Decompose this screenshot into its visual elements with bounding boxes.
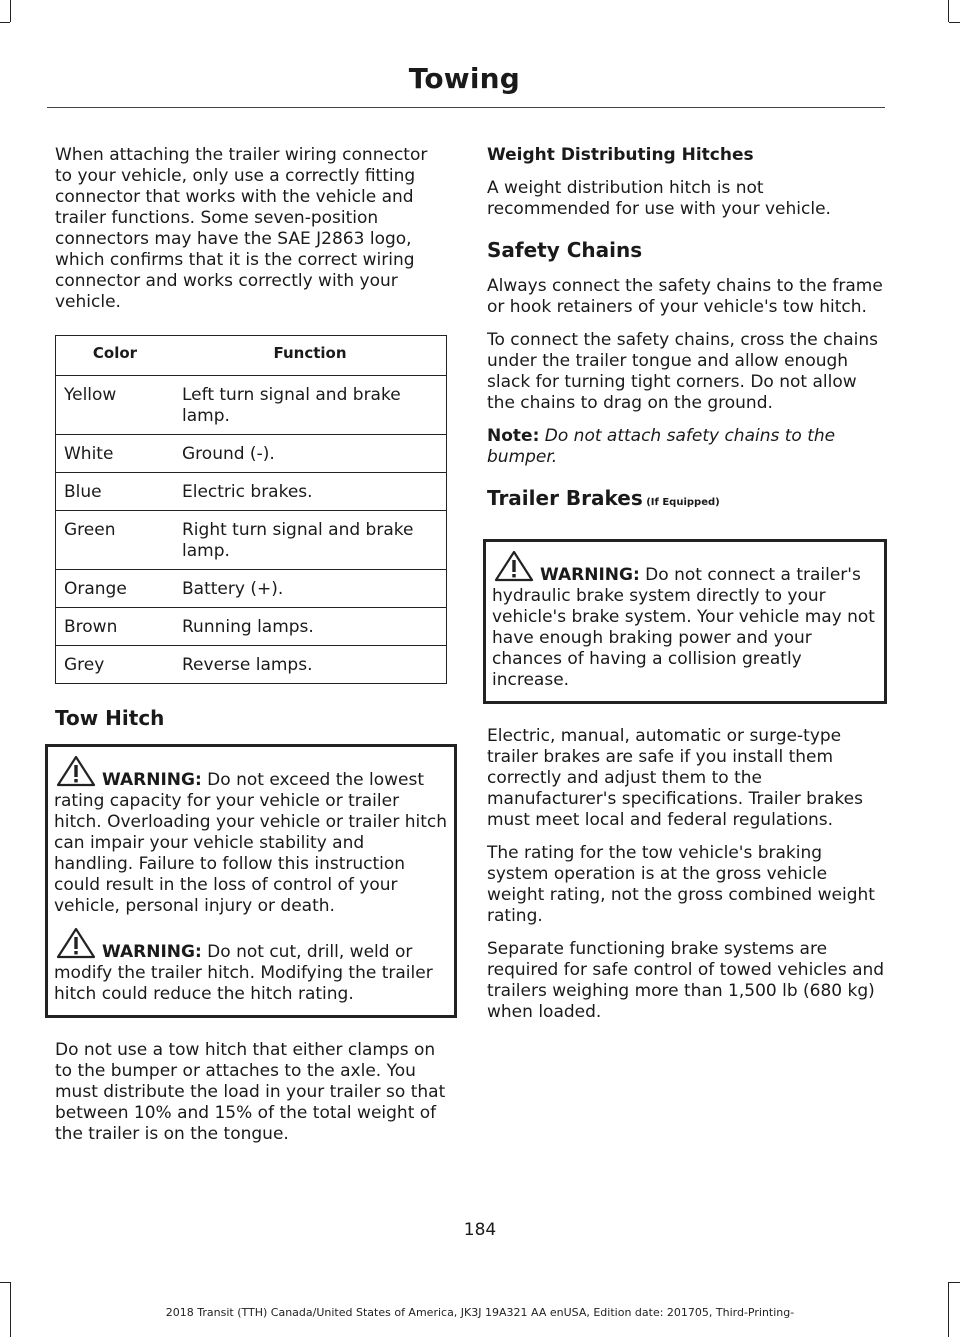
trailer-brakes-paragraph-2: The rating for the tow vehicle's braking system operation is at the gross vehicle weight rating, not the gross combined weight rating.: [487, 843, 875, 926]
table-header-color: Color: [56, 336, 175, 376]
weight-distributing-paragraph: A weight distribution hitch is not recommended for use with your vehicle.: [487, 178, 831, 219]
note-label: Note:: [487, 426, 540, 446]
table-row: [56, 435, 447, 473]
table-row: [56, 570, 447, 608]
warning-text: Do not connect a trailer's hydraulic brake system directly to your vehicle's brake system. Your vehicle may not have enough braking power and your chances of having a collision greatly increase.: [492, 565, 875, 690]
table-cell-color: Blue: [56, 473, 175, 511]
trailer-brakes-qualifier: (If Equipped): [642, 497, 720, 508]
safety-chains-paragraph-1: Always connect the safety chains to the frame or hook retainers of your vehicle's tow hitch.: [487, 276, 883, 317]
warning-item: [54, 927, 448, 1005]
table-row: [56, 376, 447, 435]
left-column: [55, 145, 447, 1157]
safety-chains-heading: Safety Chains: [487, 238, 643, 262]
table-cell-function: Electric brakes.: [174, 473, 447, 511]
trailer-brakes-paragraph-3: Separate functioning brake systems are required for safe control of towed vehicles and trailers weighing more than 1,500 lb (680 kg) when loaded.: [487, 939, 885, 1022]
table-cell-function: Right turn signal and brake lamp.: [174, 511, 447, 570]
document-footer: 2018 Transit (TTH) Canada/United States of America, JK3J 19A321 AA enUSA, Edition date: 201705, Third-Printing-: [165, 1306, 795, 1319]
warning-triangle-icon: [56, 927, 96, 959]
table-cell-function: Battery (+).: [174, 570, 447, 608]
table-cell-color: Brown: [56, 608, 175, 646]
trailer-brakes-title: Trailer Brakes: [487, 486, 643, 510]
page-number: 184: [463, 1220, 497, 1240]
trailer-brakes-heading: [487, 486, 887, 515]
warning-label: WARNING:: [102, 770, 202, 790]
warning-label: WARNING:: [540, 565, 640, 585]
warning-triangle-icon: [56, 755, 96, 787]
crop-mark: [948, 0, 949, 22]
table-row: [56, 608, 447, 646]
table-cell-function: Reverse lamps.: [174, 646, 447, 684]
warning-item: [492, 550, 878, 691]
tow-hitch-heading: Tow Hitch: [55, 706, 165, 730]
table-header-function: Function: [174, 336, 447, 376]
right-column: [487, 145, 887, 1035]
warning-label: WARNING:: [102, 942, 202, 962]
table-cell-function: Ground (-).: [174, 435, 447, 473]
note-text: Do not attach safety chains to the bumper.: [487, 426, 836, 467]
table-row: [56, 646, 447, 684]
table-row: [56, 511, 447, 570]
safety-chains-paragraph-2: To connect the safety chains, cross the chains under the trailer tongue and allow enough slack for turning tight corners. Do not allow the chains to drag on the ground.: [487, 330, 878, 413]
table-cell-color: White: [56, 435, 175, 473]
wiring-intro-paragraph: When attaching the trailer wiring connector to your vehicle, only use a correctly fitting connector that works with the vehicle and trailer functions. Some seven-position connectors may have the SAE J2863 logo, which confirms that it is the correct wiring connector and works correctly with your vehicle.: [55, 145, 428, 312]
warning-text: Do not cut, drill, weld or modify the trailer hitch. Modifying the trailer hitch could reduce the hitch rating.: [54, 942, 433, 1004]
warning-item: [54, 755, 448, 917]
table-cell-color: Orange: [56, 570, 175, 608]
trailer-brakes-paragraph-1: Electric, manual, automatic or surge-type trailer brakes are safe if you install them correctly and adjust them to the manufacturer's specifications. Trailer brakes must meet local and federal regulations.: [487, 726, 863, 830]
table-cell-color: Yellow: [56, 376, 175, 435]
tow-hitch-body-paragraph: Do not use a tow hitch that either clamps on to the bumper or attaches to the axle. You must distribute the load in your trailer so that between 10% and 15% of the total weight of the trailer is on the tongue.: [55, 1040, 446, 1144]
wiring-color-table: [55, 335, 447, 684]
crop-mark: [0, 1282, 10, 1283]
table-cell-function: Left turn signal and brake lamp.: [174, 376, 447, 435]
table-cell-color: Green: [56, 511, 175, 570]
table-row: [56, 473, 447, 511]
table-header-row: [56, 336, 447, 376]
tow-hitch-warning-box: [45, 744, 457, 1018]
crop-mark: [10, 0, 11, 22]
crop-mark: [949, 22, 960, 23]
header-divider: [47, 107, 885, 108]
crop-mark: [949, 1282, 960, 1283]
page-title: Towing: [408, 62, 520, 95]
warning-text: Do not exceed the lowest rating capacity for your vehicle or trailer hitch. Overloading your vehicle or trailer hitch can impair your vehicle stability and handling. Failure to follow this instruction could result in the loss of control of your vehicle, personal injury or death.: [54, 770, 448, 916]
warning-triangle-icon: [494, 550, 534, 582]
safety-chains-note: [487, 426, 887, 468]
crop-mark: [0, 22, 10, 23]
weight-distributing-heading: Weight Distributing Hitches: [487, 145, 754, 165]
trailer-brakes-warning-box: [483, 539, 887, 704]
table-cell-function: Running lamps.: [174, 608, 447, 646]
table-cell-color: Grey: [56, 646, 175, 684]
